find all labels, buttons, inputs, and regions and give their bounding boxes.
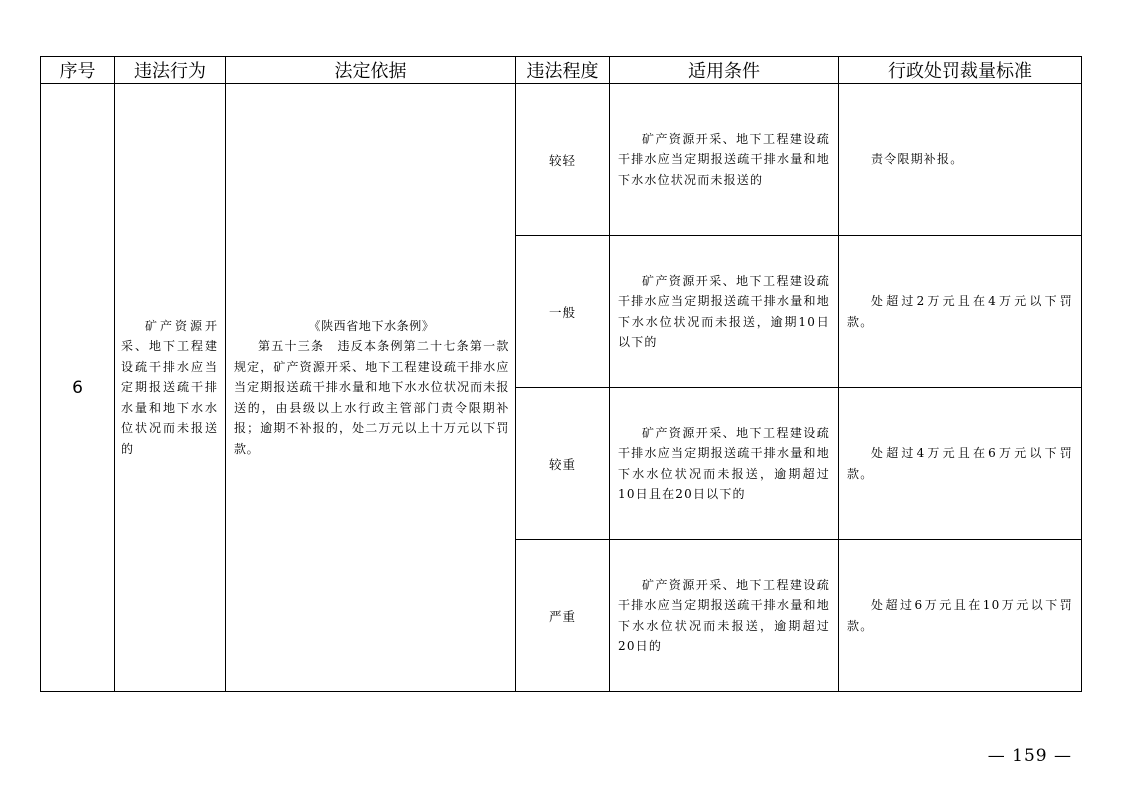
header-behavior: 违法行为	[115, 57, 226, 84]
header-conditions: 适用条件	[610, 57, 839, 84]
condition-cell	[610, 540, 839, 692]
behavior-cell	[115, 84, 226, 692]
standard-text: 处超过2万元且在4万元以下罚款。	[847, 294, 1073, 329]
standard-cell	[839, 540, 1082, 692]
condition-text: 矿产资源开采、地下工程建设疏干排水应当定期报送疏干排水量和地下水水位状况而未报送，逾期超过20日的	[618, 577, 830, 653]
page-number: — 159 —	[987, 746, 1072, 766]
condition-text: 矿产资源开采、地下工程建设疏干排水应当定期报送疏干排水量和地下水水位状况而未报送，逾期超过10日且在20日以下的	[618, 425, 830, 501]
severity-cell: 较轻	[516, 84, 610, 236]
severity-cell: 一般	[516, 236, 610, 388]
header-seq: 序号	[41, 57, 115, 84]
table-row	[41, 84, 1082, 236]
standard-text: 责令限期补报。	[871, 152, 964, 167]
standard-cell	[839, 84, 1082, 236]
severity-cell: 较重	[516, 388, 610, 540]
standard-text: 处超过6万元且在10万元以下罚款。	[847, 598, 1073, 633]
seq-cell: 6	[41, 84, 115, 692]
standard-cell	[839, 236, 1082, 388]
penalty-standard-table	[40, 56, 1082, 692]
severity-cell: 严重	[516, 540, 610, 692]
standard-text: 处超过4万元且在6万元以下罚款。	[847, 446, 1073, 481]
header-severity: 违法程度	[516, 57, 610, 84]
header-legal-basis: 法定依据	[226, 57, 516, 84]
header-penalty-standard: 行政处罚裁量标准	[839, 57, 1082, 84]
condition-cell	[610, 388, 839, 540]
condition-cell	[610, 84, 839, 236]
law-article-text: 第五十三条 违反本条例第二十七条第一款规定，矿产资源开采、地下工程建设疏干排水应当定期报送疏干排水量和地下水水位状况而未报送的，由县级以上水行政主管部门责令限期补报；逾期不补报的，处二万元以上十万元以下罚款。	[234, 339, 509, 456]
condition-cell	[610, 236, 839, 388]
condition-text: 矿产资源开采、地下工程建设疏干排水应当定期报送疏干排水量和地下水水位状况而未报送的	[618, 131, 830, 187]
table-header-row	[41, 57, 1082, 84]
law-title: 《陕西省地下水条例》	[308, 318, 435, 333]
condition-text: 矿产资源开采、地下工程建设疏干排水应当定期报送疏干排水量和地下水水位状况而未报送，逾期10日以下的	[618, 273, 830, 349]
standard-cell	[839, 388, 1082, 540]
legal-basis-cell	[226, 84, 516, 692]
behavior-text: 矿产资源开采、地下工程建设疏干排水应当定期报送疏干排水量和地下水水位状况而未报送的	[121, 318, 220, 456]
